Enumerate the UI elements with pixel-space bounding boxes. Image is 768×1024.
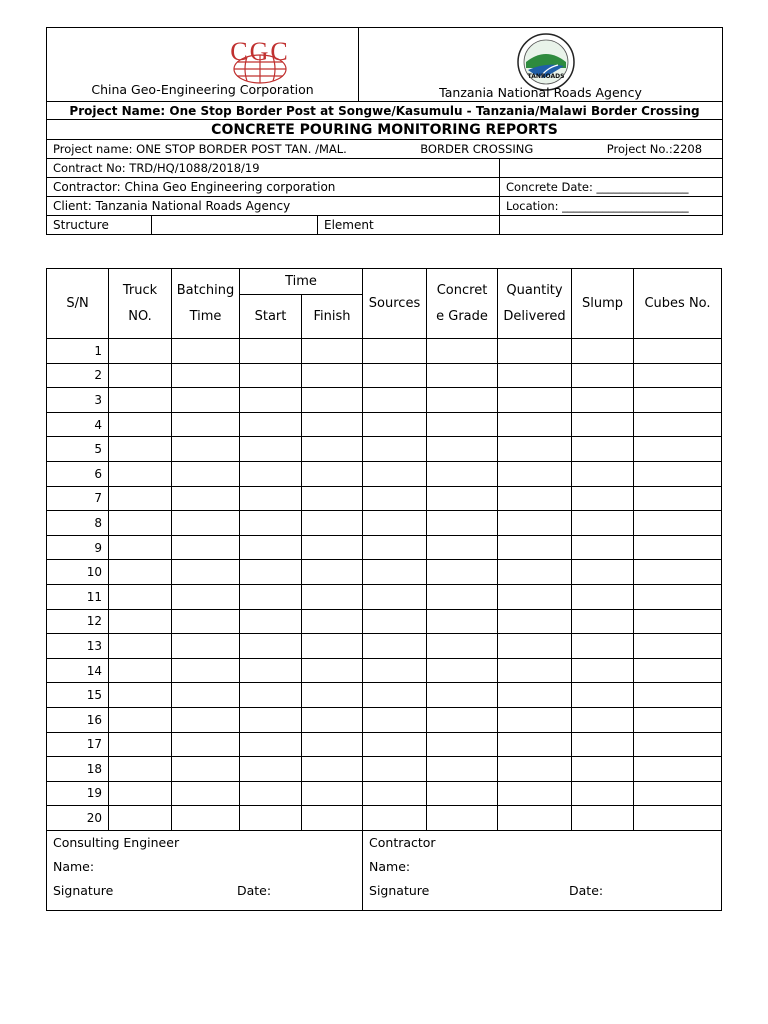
table-cell[interactable] xyxy=(240,806,302,831)
table-cell[interactable] xyxy=(634,437,722,462)
table-cell[interactable] xyxy=(572,437,634,462)
table-cell[interactable] xyxy=(427,388,498,413)
table-row xyxy=(47,388,722,413)
table-cell[interactable] xyxy=(498,609,572,634)
table-row xyxy=(47,707,722,732)
table-cell[interactable] xyxy=(302,732,363,757)
table-cell[interactable] xyxy=(240,535,302,560)
table-cell[interactable] xyxy=(572,412,634,437)
table-cell[interactable] xyxy=(302,412,363,437)
table-cell[interactable] xyxy=(302,634,363,659)
sources-header: Sources xyxy=(363,269,427,339)
table-cell[interactable] xyxy=(302,339,363,364)
concrete-grade-header: Concret e Grade xyxy=(427,269,498,339)
table-cell[interactable] xyxy=(240,363,302,388)
contractor-name[interactable]: Name: xyxy=(369,859,411,875)
row-number: 7 xyxy=(47,486,109,511)
table-cell[interactable] xyxy=(427,683,498,708)
table-cell[interactable] xyxy=(240,634,302,659)
tanroads-org-name: Tanzania National Roads Agency xyxy=(439,85,642,100)
table-cell[interactable] xyxy=(240,732,302,757)
table-cell[interactable] xyxy=(109,486,172,511)
table-cell[interactable] xyxy=(109,658,172,683)
table-cell[interactable] xyxy=(172,412,240,437)
table-cell[interactable] xyxy=(172,486,240,511)
consulting-engineer-date[interactable]: Date: xyxy=(237,883,272,899)
table-cell[interactable] xyxy=(240,511,302,536)
row-number: 2 xyxy=(47,363,109,388)
table-cell[interactable] xyxy=(363,732,427,757)
table-cell[interactable] xyxy=(363,683,427,708)
table-cell[interactable] xyxy=(634,339,722,364)
table-cell[interactable] xyxy=(363,535,427,560)
project-name-row xyxy=(47,140,723,159)
table-cell[interactable] xyxy=(109,683,172,708)
table-cell[interactable] xyxy=(109,388,172,413)
table-cell[interactable] xyxy=(172,461,240,486)
table-cell[interactable] xyxy=(572,658,634,683)
table-cell[interactable] xyxy=(172,683,240,708)
cubes-no-header: Cubes No. xyxy=(634,269,722,339)
table-cell[interactable] xyxy=(109,634,172,659)
row-number: 18 xyxy=(47,757,109,782)
table-cell[interactable] xyxy=(302,461,363,486)
table-cell[interactable] xyxy=(572,486,634,511)
table-cell[interactable] xyxy=(498,584,572,609)
row-number: 12 xyxy=(47,609,109,634)
table-cell[interactable] xyxy=(363,707,427,732)
table-cell[interactable] xyxy=(498,732,572,757)
table-cell[interactable] xyxy=(109,511,172,536)
table-cell[interactable] xyxy=(109,437,172,462)
project-no-label: Project No.:2208 xyxy=(606,142,703,156)
table-cell[interactable] xyxy=(572,781,634,806)
table-row xyxy=(47,486,722,511)
table-cell[interactable] xyxy=(363,461,427,486)
table-cell[interactable] xyxy=(634,363,722,388)
structure-value[interactable] xyxy=(152,216,318,235)
quantity-delivered-header: Quantity Delivered xyxy=(498,269,572,339)
table-cell[interactable] xyxy=(427,486,498,511)
border-crossing-label: BORDER CROSSING xyxy=(420,142,534,156)
table-cell[interactable] xyxy=(572,511,634,536)
project-title: Project Name: One Stop Border Post at Songwe/Kasumulu - Tanzania/Malawi Border Crossing xyxy=(47,102,723,120)
table-cell[interactable] xyxy=(572,339,634,364)
table-cell[interactable] xyxy=(427,584,498,609)
table-cell[interactable] xyxy=(634,757,722,782)
table-cell[interactable] xyxy=(109,584,172,609)
table-cell[interactable] xyxy=(172,732,240,757)
table-cell[interactable] xyxy=(240,388,302,413)
cgc-org-name: China Geo-Engineering Corporation xyxy=(91,82,314,97)
table-cell[interactable] xyxy=(427,757,498,782)
contractor-field: Contractor: China Geo Engineering corporation xyxy=(47,178,500,197)
table-cell[interactable] xyxy=(302,806,363,831)
location-field[interactable]: Location: ______________________ xyxy=(500,197,723,216)
row-number: 10 xyxy=(47,560,109,585)
table-cell[interactable] xyxy=(302,757,363,782)
pouring-data-table xyxy=(46,268,722,911)
table-cell[interactable] xyxy=(634,732,722,757)
table-cell[interactable] xyxy=(363,781,427,806)
table-cell[interactable] xyxy=(634,584,722,609)
table-cell[interactable] xyxy=(109,560,172,585)
row-number: 4 xyxy=(47,412,109,437)
table-row xyxy=(47,461,722,486)
table-cell[interactable] xyxy=(302,707,363,732)
table-cell[interactable] xyxy=(302,781,363,806)
start-header: Start xyxy=(240,295,302,339)
table-row xyxy=(47,584,722,609)
table-cell[interactable] xyxy=(240,486,302,511)
table-cell[interactable] xyxy=(172,339,240,364)
table-cell[interactable] xyxy=(634,806,722,831)
table-cell[interactable] xyxy=(172,609,240,634)
cgc-logo-icon xyxy=(225,36,295,84)
element-value[interactable] xyxy=(500,216,723,235)
table-cell[interactable] xyxy=(498,757,572,782)
structure-label: Structure xyxy=(47,216,152,235)
slump-header: Slump xyxy=(572,269,634,339)
table-cell[interactable] xyxy=(363,658,427,683)
table-cell[interactable] xyxy=(109,363,172,388)
table-cell[interactable] xyxy=(572,707,634,732)
table-row xyxy=(47,781,722,806)
table-cell[interactable] xyxy=(498,707,572,732)
consulting-engineer-block xyxy=(47,830,363,910)
table-cell[interactable] xyxy=(363,486,427,511)
table-cell[interactable] xyxy=(240,707,302,732)
report-header-table xyxy=(46,27,723,235)
row-number: 14 xyxy=(47,658,109,683)
table-row xyxy=(47,732,722,757)
table-cell[interactable] xyxy=(572,535,634,560)
row-number: 15 xyxy=(47,683,109,708)
table-cell[interactable] xyxy=(302,683,363,708)
contract-no-field: Contract No: TRD/HQ/1088/2018/19 xyxy=(47,159,500,178)
table-row xyxy=(47,363,722,388)
table-cell[interactable] xyxy=(109,707,172,732)
tanroads-logo-icon xyxy=(514,32,578,92)
table-cell[interactable] xyxy=(572,806,634,831)
table-row xyxy=(47,806,722,831)
cgc-logo-cell xyxy=(47,28,359,102)
table-cell[interactable] xyxy=(427,781,498,806)
table-cell[interactable] xyxy=(240,658,302,683)
table-cell[interactable] xyxy=(172,388,240,413)
row-number: 11 xyxy=(47,584,109,609)
table-row xyxy=(47,511,722,536)
table-cell[interactable] xyxy=(363,412,427,437)
table-cell[interactable] xyxy=(498,511,572,536)
consulting-engineer-name[interactable]: Name: xyxy=(53,859,95,875)
table-cell[interactable] xyxy=(302,609,363,634)
table-cell[interactable] xyxy=(109,535,172,560)
table-cell[interactable] xyxy=(109,461,172,486)
table-cell[interactable] xyxy=(109,806,172,831)
row-number: 13 xyxy=(47,634,109,659)
table-row xyxy=(47,437,722,462)
table-cell[interactable] xyxy=(109,609,172,634)
table-cell[interactable] xyxy=(172,707,240,732)
table-cell[interactable] xyxy=(363,437,427,462)
table-cell[interactable] xyxy=(427,732,498,757)
row-number: 16 xyxy=(47,707,109,732)
table-cell[interactable] xyxy=(427,437,498,462)
table-row xyxy=(47,683,722,708)
table-cell[interactable] xyxy=(572,584,634,609)
batching-time-header: Batching Time xyxy=(172,269,240,339)
table-cell[interactable] xyxy=(498,363,572,388)
table-cell[interactable] xyxy=(240,584,302,609)
table-cell[interactable] xyxy=(363,363,427,388)
table-cell[interactable] xyxy=(498,683,572,708)
table-cell[interactable] xyxy=(634,560,722,585)
sn-header: S/N xyxy=(47,269,109,339)
element-label: Element xyxy=(318,216,500,235)
contractor-signature[interactable]: Signature xyxy=(369,883,430,899)
table-cell[interactable] xyxy=(109,757,172,782)
row-number: 20 xyxy=(47,806,109,831)
finish-header: Finish xyxy=(302,295,363,339)
table-cell[interactable] xyxy=(172,437,240,462)
table-cell[interactable] xyxy=(240,757,302,782)
table-cell[interactable] xyxy=(240,781,302,806)
table-row xyxy=(47,535,722,560)
table-cell[interactable] xyxy=(172,634,240,659)
table-cell[interactable] xyxy=(427,609,498,634)
table-cell[interactable] xyxy=(498,806,572,831)
table-cell[interactable] xyxy=(634,511,722,536)
table-cell[interactable] xyxy=(498,412,572,437)
table-cell[interactable] xyxy=(427,412,498,437)
table-cell[interactable] xyxy=(363,609,427,634)
client-field: Client: Tanzania National Roads Agency xyxy=(47,197,500,216)
table-cell[interactable] xyxy=(498,658,572,683)
table-cell[interactable] xyxy=(427,363,498,388)
concrete-date-field[interactable]: Concrete Date: ________________ xyxy=(500,178,723,197)
table-row xyxy=(47,757,722,782)
truck-no-header: Truck NO. xyxy=(109,269,172,339)
consulting-engineer-title: Consulting Engineer xyxy=(53,834,180,850)
table-row xyxy=(47,560,722,585)
table-cell[interactable] xyxy=(172,363,240,388)
contractor-date[interactable]: Date: xyxy=(569,883,604,899)
table-cell[interactable] xyxy=(363,806,427,831)
table-cell[interactable] xyxy=(572,388,634,413)
table-cell[interactable] xyxy=(427,806,498,831)
table-cell[interactable] xyxy=(634,412,722,437)
table-cell[interactable] xyxy=(634,486,722,511)
table-row xyxy=(47,339,722,364)
contractor-title: Contractor xyxy=(369,834,436,850)
table-cell[interactable] xyxy=(302,560,363,585)
table-cell[interactable] xyxy=(172,584,240,609)
project-name-label: Project name: ONE STOP BORDER POST TAN. /MAL. xyxy=(53,142,347,156)
table-cell[interactable] xyxy=(634,535,722,560)
table-cell[interactable] xyxy=(572,363,634,388)
table-cell[interactable] xyxy=(498,535,572,560)
table-cell[interactable] xyxy=(172,535,240,560)
table-cell[interactable] xyxy=(572,609,634,634)
table-row xyxy=(47,658,722,683)
table-cell[interactable] xyxy=(498,781,572,806)
table-cell[interactable] xyxy=(172,511,240,536)
table-cell[interactable] xyxy=(498,634,572,659)
table-cell[interactable] xyxy=(427,634,498,659)
table-cell[interactable] xyxy=(572,560,634,585)
table-cell[interactable] xyxy=(572,461,634,486)
table-cell[interactable] xyxy=(240,412,302,437)
row-number: 17 xyxy=(47,732,109,757)
table-cell[interactable] xyxy=(363,339,427,364)
table-cell[interactable] xyxy=(240,437,302,462)
table-cell[interactable] xyxy=(302,584,363,609)
table-cell[interactable] xyxy=(172,806,240,831)
table-cell[interactable] xyxy=(634,707,722,732)
table-row xyxy=(47,634,722,659)
table-cell[interactable] xyxy=(634,388,722,413)
table-cell[interactable] xyxy=(172,658,240,683)
table-cell[interactable] xyxy=(498,486,572,511)
consulting-engineer-signature[interactable]: Signature xyxy=(53,883,114,899)
table-cell[interactable] xyxy=(302,511,363,536)
table-cell[interactable] xyxy=(363,584,427,609)
table-cell[interactable] xyxy=(363,757,427,782)
table-cell[interactable] xyxy=(302,437,363,462)
table-cell[interactable] xyxy=(498,560,572,585)
table-cell[interactable] xyxy=(572,683,634,708)
table-cell[interactable] xyxy=(427,658,498,683)
table-row xyxy=(47,609,722,634)
table-cell[interactable] xyxy=(427,707,498,732)
table-cell[interactable] xyxy=(427,535,498,560)
table-cell[interactable] xyxy=(634,634,722,659)
row-number: 1 xyxy=(47,339,109,364)
table-cell[interactable] xyxy=(498,339,572,364)
row-number: 8 xyxy=(47,511,109,536)
table-cell[interactable] xyxy=(302,388,363,413)
row-number: 3 xyxy=(47,388,109,413)
table-cell[interactable] xyxy=(498,437,572,462)
table-cell[interactable] xyxy=(302,363,363,388)
table-cell[interactable] xyxy=(172,781,240,806)
tanroads-logo-cell xyxy=(359,28,723,102)
table-cell[interactable] xyxy=(572,634,634,659)
table-cell[interactable] xyxy=(302,658,363,683)
table-cell[interactable] xyxy=(427,560,498,585)
contract-no-blank xyxy=(500,159,723,178)
table-cell[interactable] xyxy=(427,339,498,364)
row-number: 19 xyxy=(47,781,109,806)
svg-text:TANROADS: TANROADS xyxy=(527,73,565,80)
table-cell[interactable] xyxy=(634,683,722,708)
table-cell[interactable] xyxy=(240,339,302,364)
table-row xyxy=(47,412,722,437)
table-cell[interactable] xyxy=(498,461,572,486)
table-cell[interactable] xyxy=(634,781,722,806)
table-cell[interactable] xyxy=(572,757,634,782)
svg-text:CGC: CGC xyxy=(230,37,290,66)
table-cell[interactable] xyxy=(302,535,363,560)
table-cell[interactable] xyxy=(109,412,172,437)
table-cell[interactable] xyxy=(363,634,427,659)
contractor-block xyxy=(363,830,722,910)
table-cell[interactable] xyxy=(498,388,572,413)
row-number: 9 xyxy=(47,535,109,560)
table-cell[interactable] xyxy=(240,609,302,634)
table-cell[interactable] xyxy=(427,511,498,536)
row-number: 6 xyxy=(47,461,109,486)
table-cell[interactable] xyxy=(302,486,363,511)
table-cell[interactable] xyxy=(240,461,302,486)
table-cell[interactable] xyxy=(363,388,427,413)
table-cell[interactable] xyxy=(427,461,498,486)
table-cell[interactable] xyxy=(109,339,172,364)
report-title: CONCRETE POURING MONITORING REPORTS xyxy=(47,120,723,140)
time-header: Time xyxy=(240,269,363,295)
table-cell[interactable] xyxy=(634,658,722,683)
table-cell[interactable] xyxy=(363,511,427,536)
table-cell[interactable] xyxy=(109,781,172,806)
table-cell[interactable] xyxy=(634,461,722,486)
table-cell[interactable] xyxy=(634,609,722,634)
table-cell[interactable] xyxy=(240,560,302,585)
table-cell[interactable] xyxy=(240,683,302,708)
table-cell[interactable] xyxy=(172,560,240,585)
table-cell[interactable] xyxy=(172,757,240,782)
table-cell[interactable] xyxy=(109,732,172,757)
table-cell[interactable] xyxy=(572,732,634,757)
row-number: 5 xyxy=(47,437,109,462)
table-cell[interactable] xyxy=(363,560,427,585)
